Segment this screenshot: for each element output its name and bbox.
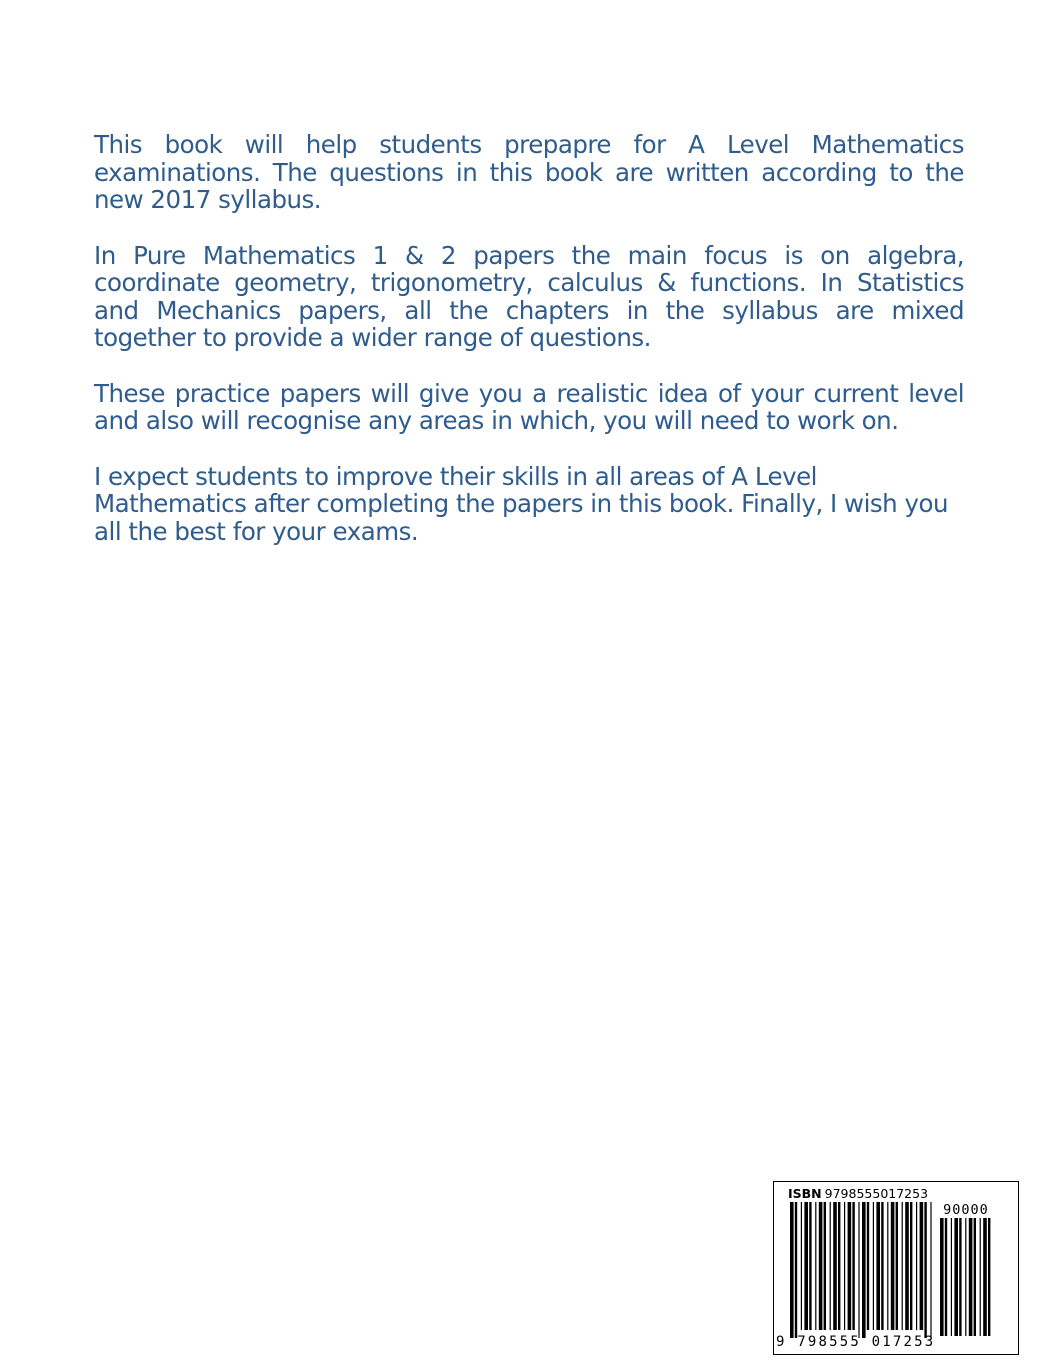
barcode-human-readable: 9 798555 017253 (776, 1334, 936, 1350)
isbn-word: ISBN (788, 1186, 822, 1201)
addon-digits: 90000 (943, 1202, 989, 1218)
isbn-barcode-block (773, 1181, 1019, 1355)
blurb-paragraph-3: These practice papers will give you a realistic idea of your current level and also will recognise any areas in which, you will need to work on. (94, 378, 964, 435)
isbn-number: 9798555017253 (824, 1186, 929, 1201)
addon-barcode-graphic (940, 1218, 994, 1336)
isbn-label (788, 1186, 928, 1201)
back-cover-blurb (94, 131, 964, 573)
ean13-barcode-graphic (790, 1202, 932, 1338)
blurb-paragraph-1: This book will help students prepapre for A Level Mathematics examinations. The questions in this book are written according to the new 2017 syllabus. (94, 130, 964, 214)
blurb-paragraph-4: I expect students to improve their skills in all areas of A Level Mathematics after completing the papers in this book. Finally, I wish you all the best for your exams. (94, 461, 948, 546)
blurb-paragraph-2: In Pure Mathematics 1 & 2 papers the main focus is on algebra, coordinate geometry, trigonometry, calculus & functions. In Statistics and Mechanics papers, all the chapters in the syllabus are mixed together to provide a wider range of questions. (94, 240, 964, 352)
